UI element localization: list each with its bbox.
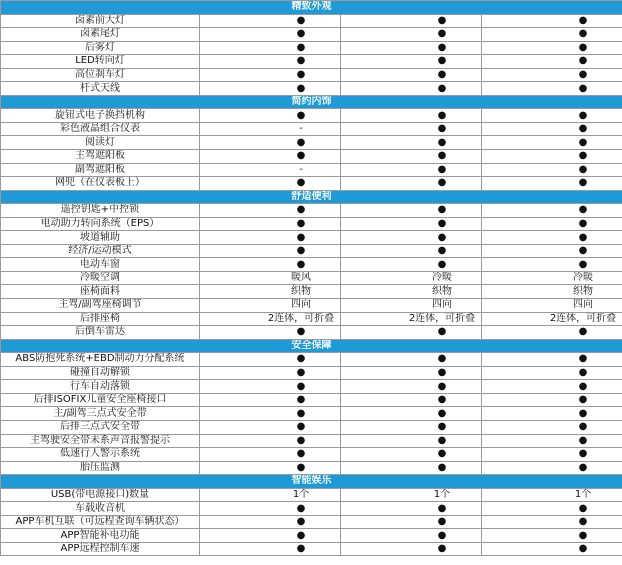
- cell-value: ●: [578, 231, 588, 243]
- trim-2-value: [341, 529, 482, 543]
- trim-3-value: [482, 448, 622, 462]
- trim-2-value: [341, 109, 482, 123]
- cell-value: ●: [578, 150, 588, 162]
- cell-value: ●: [296, 258, 306, 270]
- trim-3-value: [482, 326, 622, 340]
- cell-value: 暖风: [291, 272, 311, 284]
- cell-value: ●: [437, 245, 447, 257]
- cell-value: ●: [296, 245, 306, 257]
- cell-value: ●: [437, 502, 447, 514]
- cell-value: ●: [296, 14, 306, 26]
- feature-name: 经济/运动模式: [1, 244, 200, 258]
- trim-2-value: [341, 82, 482, 96]
- trim-1-value: [200, 326, 341, 340]
- cell-value: ●: [296, 461, 306, 473]
- trim-1-value: [200, 82, 341, 96]
- section-header-row: [1, 190, 622, 204]
- table-row: [1, 366, 622, 380]
- trim-1-value: [200, 122, 341, 136]
- cell-value: ●: [437, 28, 447, 40]
- trim-2-value: [341, 68, 482, 82]
- cell-value: ●: [296, 150, 306, 162]
- trim-2-value: [341, 41, 482, 55]
- trim-3-value: [482, 177, 622, 191]
- cell-value: ●: [578, 28, 588, 40]
- trim-3-value: [482, 407, 622, 421]
- trim-2-value: [341, 217, 482, 231]
- cell-value: 2连体，可折叠: [267, 312, 335, 324]
- cell-value: 冷暖: [573, 272, 593, 284]
- trim-3-value: [482, 82, 622, 96]
- trim-3-value: [482, 122, 622, 136]
- cell-value: ●: [296, 69, 306, 80]
- cell-value: ●: [437, 353, 447, 365]
- cell-value: ●: [296, 448, 306, 460]
- section-header-row: [1, 475, 622, 489]
- table-row: [1, 393, 622, 407]
- cell-value: ●: [296, 516, 306, 528]
- cell-value: ●: [437, 434, 447, 446]
- cell-value: ●: [578, 543, 588, 555]
- feature-name: 碰撞自动解锁: [1, 366, 200, 380]
- cell-value: ●: [578, 69, 588, 80]
- cell-value: ●: [578, 434, 588, 446]
- trim-2-value: [341, 488, 482, 502]
- feature-name: 副驾遮阳板: [1, 163, 200, 177]
- cell-value: ●: [578, 41, 588, 53]
- cell-value: ●: [437, 516, 447, 528]
- trim-1-value: [200, 68, 341, 82]
- section-header-row: [1, 95, 622, 109]
- trim-1-value: [200, 244, 341, 258]
- table-row: [1, 204, 622, 218]
- cell-value: ●: [296, 407, 306, 419]
- feature-name: 后倒车雷达: [1, 326, 200, 340]
- feature-name: 座椅面料: [1, 285, 200, 299]
- trim-1-value: [200, 515, 341, 529]
- trim-1-value: [200, 150, 341, 164]
- trim-3-value: [482, 55, 622, 69]
- cell-value: ●: [578, 421, 588, 433]
- cell-value: ●: [437, 163, 447, 175]
- feature-name: 主驾驶安全带未系声音报警提示: [1, 434, 200, 448]
- trim-3-value: [482, 136, 622, 150]
- feature-name: 高位刹车灯: [1, 68, 200, 82]
- cell-value: ●: [437, 14, 447, 26]
- trim-1-value: [200, 258, 341, 272]
- table-row: [1, 420, 622, 434]
- feature-name: APP智能补电功能: [1, 529, 200, 543]
- trim-1-value: [200, 14, 341, 28]
- trim-3-value: [482, 14, 622, 28]
- table-row: [1, 55, 622, 69]
- table-row: [1, 461, 622, 475]
- trim-3-value: [482, 28, 622, 42]
- cell-value: ●: [578, 82, 588, 94]
- cell-value: ●: [578, 258, 588, 270]
- trim-1-value: [200, 271, 341, 285]
- cell-value: ●: [296, 231, 306, 243]
- cell-value: ●: [296, 529, 306, 541]
- trim-2-value: [341, 515, 482, 529]
- cell-value: ●: [437, 543, 447, 555]
- cell-value: ●: [437, 136, 447, 148]
- cell-value: ●: [437, 204, 447, 216]
- feature-name: LED转向灯: [1, 55, 200, 69]
- table-row: [1, 82, 622, 96]
- trim-1-value: [200, 434, 341, 448]
- cell-value: ●: [437, 41, 447, 53]
- feature-name: 后排座椅: [1, 312, 200, 326]
- feature-name: 车载收音机: [1, 502, 200, 516]
- cell-value: ●: [578, 55, 588, 67]
- cell-value: ●: [578, 136, 588, 148]
- feature-name: 卤素尾灯: [1, 28, 200, 42]
- trim-3-value: [482, 299, 622, 313]
- trim-2-value: [341, 136, 482, 150]
- feature-name: 旋钮式电子换挡机构: [1, 109, 200, 123]
- section-header-row: [1, 1, 622, 15]
- trim-2-value: [341, 353, 482, 367]
- trim-3-value: [482, 353, 622, 367]
- cell-value: ●: [578, 407, 588, 419]
- table-row: [1, 529, 622, 543]
- cell-value: ●: [437, 380, 447, 392]
- trim-2-value: [341, 231, 482, 245]
- cell-value: ●: [296, 109, 306, 121]
- cell-value: ●: [437, 55, 447, 67]
- trim-3-value: [482, 163, 622, 177]
- trim-1-value: [200, 285, 341, 299]
- trim-2-value: [341, 258, 482, 272]
- trim-2-value: [341, 150, 482, 164]
- cell-value: ●: [437, 258, 447, 270]
- trim-2-value: [341, 420, 482, 434]
- cell-value: ●: [578, 204, 588, 216]
- feature-name: 行车自动落锁: [1, 380, 200, 394]
- feature-name: 主驾遮阳板: [1, 150, 200, 164]
- trim-2-value: [341, 177, 482, 191]
- section-header-row: [1, 339, 622, 353]
- trim-2-value: [341, 326, 482, 340]
- trim-3-value: [482, 204, 622, 218]
- cell-value: ●: [578, 529, 588, 541]
- trim-3-value: [482, 109, 622, 123]
- trim-2-value: [341, 204, 482, 218]
- trim-2-value: [341, 312, 482, 326]
- trim-1-value: [200, 55, 341, 69]
- trim-2-value: [341, 380, 482, 394]
- table-row: [1, 28, 622, 42]
- trim-1-value: [200, 204, 341, 218]
- table-row: [1, 380, 622, 394]
- table-row: [1, 312, 622, 326]
- section-title: 舒适便利: [1, 190, 622, 204]
- cell-value: ●: [296, 55, 306, 67]
- cell-value: ●: [578, 326, 588, 338]
- cell-value: ●: [578, 177, 588, 189]
- cell-value: ●: [296, 421, 306, 433]
- feature-name: 彩色液晶组合仪表: [1, 122, 200, 136]
- cell-value: ●: [296, 380, 306, 392]
- cell-value: ●: [578, 14, 588, 26]
- cell-value: 四向: [432, 299, 452, 311]
- table-row: [1, 258, 622, 272]
- cell-value: ●: [437, 394, 447, 406]
- feature-name: 后排三点式安全带: [1, 420, 200, 434]
- feature-name: 冷暖空调: [1, 271, 200, 285]
- cell-value: ●: [296, 41, 306, 53]
- table-row: [1, 109, 622, 123]
- trim-3-value: [482, 488, 622, 502]
- trim-3-value: [482, 231, 622, 245]
- feature-name: USB(带电源接口)数量: [1, 488, 200, 502]
- trim-1-value: [200, 41, 341, 55]
- section-title: 简约内饰: [1, 95, 622, 109]
- cell-value: ●: [437, 448, 447, 460]
- table-row: [1, 231, 622, 245]
- trim-3-value: [482, 366, 622, 380]
- cell-value: ●: [296, 502, 306, 514]
- trim-1-value: [200, 177, 341, 191]
- cell-value: ●: [437, 109, 447, 121]
- cell-value: ●: [296, 204, 306, 216]
- trim-3-value: [482, 380, 622, 394]
- cell-value: ●: [296, 28, 306, 40]
- cell-value: ●: [437, 69, 447, 80]
- trim-2-value: [341, 285, 482, 299]
- trim-3-value: [482, 542, 622, 556]
- cell-value: ●: [296, 394, 306, 406]
- table-row: [1, 41, 622, 55]
- cell-value: ●: [296, 353, 306, 365]
- cell-value: 冷暖: [432, 272, 452, 284]
- cell-value: ●: [578, 353, 588, 365]
- trim-2-value: [341, 14, 482, 28]
- feature-name: 低速行人警示系统: [1, 448, 200, 462]
- cell-value: 2连体，可折叠: [549, 312, 617, 324]
- table-row: [1, 285, 622, 299]
- table-row: [1, 326, 622, 340]
- feature-name: 阅读灯: [1, 136, 200, 150]
- cell-value: ●: [437, 150, 447, 162]
- table-row: [1, 163, 622, 177]
- cell-value: ●: [578, 163, 588, 175]
- cell-value: ●: [578, 218, 588, 230]
- trim-3-value: [482, 461, 622, 475]
- feature-name: 电动车窗: [1, 258, 200, 272]
- trim-2-value: [341, 393, 482, 407]
- trim-2-value: [341, 542, 482, 556]
- cell-value: ●: [578, 516, 588, 528]
- table-row: [1, 502, 622, 516]
- cell-value: ●: [437, 461, 447, 473]
- cell-value: 1个: [574, 488, 592, 500]
- cell-value: ●: [578, 367, 588, 379]
- trim-1-value: [200, 448, 341, 462]
- feature-name: ABS防抱死系统+EBD制动力分配系统: [1, 353, 200, 367]
- feature-name: 坡道辅助: [1, 231, 200, 245]
- trim-1-value: [200, 393, 341, 407]
- cell-value: 织物: [573, 285, 593, 297]
- table-row: [1, 488, 622, 502]
- trim-3-value: [482, 312, 622, 326]
- table-row: [1, 177, 622, 191]
- table-row: [1, 407, 622, 421]
- cell-value: ●: [437, 529, 447, 541]
- trim-2-value: [341, 244, 482, 258]
- trim-3-value: [482, 68, 622, 82]
- cell-value: ●: [578, 461, 588, 473]
- section-title: 智能娱乐: [1, 475, 622, 489]
- cell-value: ●: [437, 407, 447, 419]
- trim-1-value: [200, 28, 341, 42]
- cell-value: ●: [296, 326, 306, 338]
- feature-name: 主驾/副驾座椅调节: [1, 299, 200, 313]
- trim-1-value: [200, 109, 341, 123]
- cell-value: ●: [578, 109, 588, 121]
- cell-value: ●: [296, 434, 306, 446]
- feature-name: APP车机互联（可远程查询车辆状态）: [1, 515, 200, 529]
- cell-value: ●: [296, 367, 306, 379]
- table-row: [1, 122, 622, 136]
- trim-2-value: [341, 163, 482, 177]
- trim-3-value: [482, 529, 622, 543]
- table-row: [1, 136, 622, 150]
- trim-3-value: [482, 244, 622, 258]
- trim-1-value: [200, 366, 341, 380]
- cell-value: ●: [437, 82, 447, 94]
- section-title: 精致外观: [1, 1, 622, 15]
- cell-value: ●: [437, 421, 447, 433]
- cell-value: ●: [578, 502, 588, 514]
- trim-1-value: [200, 488, 341, 502]
- trim-1-value: [200, 299, 341, 313]
- cell-value: ●: [437, 123, 447, 135]
- section-title: 安全保障: [1, 339, 622, 353]
- cell-value: ●: [437, 218, 447, 230]
- trim-1-value: [200, 353, 341, 367]
- trim-1-value: [200, 461, 341, 475]
- table-row: [1, 515, 622, 529]
- trim-2-value: [341, 502, 482, 516]
- trim-1-value: [200, 502, 341, 516]
- table-row: [1, 14, 622, 28]
- trim-2-value: [341, 434, 482, 448]
- cell-value: ●: [296, 82, 306, 94]
- trim-3-value: [482, 217, 622, 231]
- feature-name: 后雾灯: [1, 41, 200, 55]
- trim-3-value: [482, 434, 622, 448]
- feature-name: 主/副驾三点式安全带: [1, 407, 200, 421]
- feature-name: 后排ISOFIX儿童安全座椅接口: [1, 393, 200, 407]
- trim-3-value: [482, 271, 622, 285]
- spec-table-body: [1, 1, 622, 556]
- cell-value: ●: [437, 231, 447, 243]
- trim-2-value: [341, 448, 482, 462]
- cell-value: -: [299, 123, 303, 135]
- feature-name: 胎压监测: [1, 461, 200, 475]
- cell-value: 织物: [291, 285, 311, 297]
- cell-value: ●: [578, 394, 588, 406]
- table-row: [1, 448, 622, 462]
- feature-name: APP远程控制车速: [1, 542, 200, 556]
- cell-value: ●: [437, 367, 447, 379]
- feature-name: 网兜（在仪表板上）: [1, 177, 200, 191]
- table-row: [1, 353, 622, 367]
- trim-2-value: [341, 122, 482, 136]
- table-row: [1, 299, 622, 313]
- cell-value: ●: [296, 177, 306, 189]
- trim-2-value: [341, 407, 482, 421]
- trim-3-value: [482, 420, 622, 434]
- trim-1-value: [200, 136, 341, 150]
- trim-1-value: [200, 529, 341, 543]
- cell-value: 2连体，可折叠: [408, 312, 476, 324]
- trim-2-value: [341, 271, 482, 285]
- trim-1-value: [200, 312, 341, 326]
- trim-3-value: [482, 258, 622, 272]
- cell-value: ●: [437, 326, 447, 338]
- cell-value: ●: [578, 123, 588, 135]
- cell-value: ●: [296, 543, 306, 555]
- trim-3-value: [482, 41, 622, 55]
- feature-name: 电动助力转向系统（EPS）: [1, 217, 200, 231]
- cell-value: ●: [578, 380, 588, 392]
- trim-1-value: [200, 163, 341, 177]
- cell-value: ●: [437, 177, 447, 189]
- feature-name: 杆式天线: [1, 82, 200, 96]
- feature-name: 卤素前大灯: [1, 14, 200, 28]
- table-row: [1, 150, 622, 164]
- trim-1-value: [200, 542, 341, 556]
- table-row: [1, 271, 622, 285]
- cell-value: ●: [578, 448, 588, 460]
- trim-1-value: [200, 231, 341, 245]
- trim-3-value: [482, 285, 622, 299]
- table-row: [1, 217, 622, 231]
- trim-3-value: [482, 502, 622, 516]
- table-row: [1, 68, 622, 82]
- cell-value: 1个: [433, 488, 451, 500]
- cell-value: ●: [296, 136, 306, 148]
- trim-2-value: [341, 366, 482, 380]
- cell-value: 四向: [291, 299, 311, 311]
- trim-2-value: [341, 299, 482, 313]
- cell-value: ●: [578, 245, 588, 257]
- cell-value: 1个: [292, 488, 310, 500]
- trim-1-value: [200, 217, 341, 231]
- trim-1-value: [200, 407, 341, 421]
- trim-1-value: [200, 420, 341, 434]
- cell-value: 织物: [432, 285, 452, 297]
- table-row: [1, 244, 622, 258]
- trim-3-value: [482, 393, 622, 407]
- cell-value: 四向: [573, 299, 593, 311]
- feature-name: 遥控钥匙+中控锁: [1, 204, 200, 218]
- trim-3-value: [482, 150, 622, 164]
- trim-1-value: [200, 380, 341, 394]
- trim-2-value: [341, 28, 482, 42]
- trim-3-value: [482, 515, 622, 529]
- table-row: [1, 434, 622, 448]
- cell-value: ●: [296, 218, 306, 230]
- cell-value: -: [299, 163, 303, 175]
- table-row: [1, 542, 622, 556]
- trim-2-value: [341, 55, 482, 69]
- trim-2-value: [341, 461, 482, 475]
